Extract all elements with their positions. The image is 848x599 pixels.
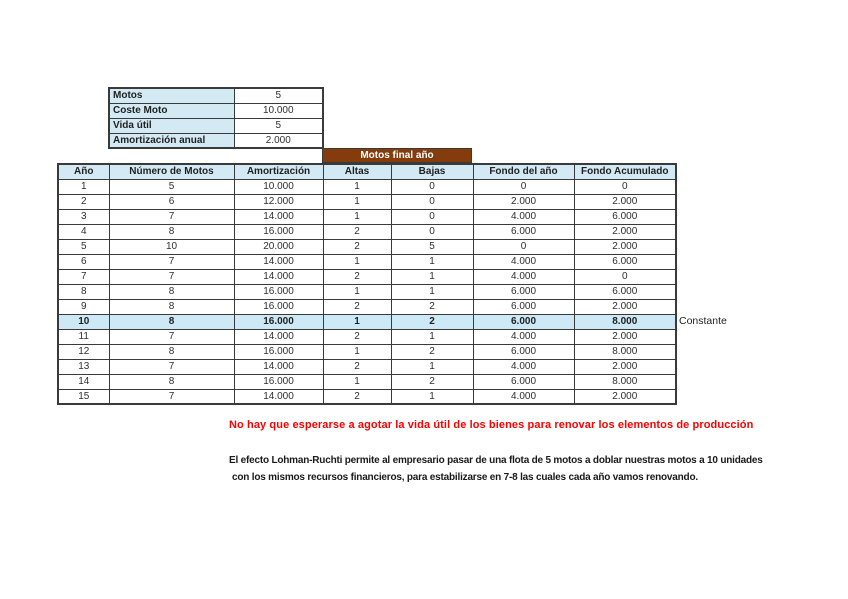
column-header: Bajas (391, 164, 473, 179)
table-cell: 1 (323, 254, 391, 269)
table-cell: 16.000 (234, 314, 323, 329)
table-cell: 16.000 (234, 374, 323, 389)
table-cell: 1 (391, 269, 473, 284)
table-cell: 8.000 (574, 374, 676, 389)
table-cell: 8.000 (574, 344, 676, 359)
table-row (58, 284, 676, 299)
table-cell: 0 (391, 209, 473, 224)
column-header: Altas (323, 164, 391, 179)
param-row (109, 133, 323, 148)
table-cell: 0 (391, 194, 473, 209)
column-header: Número de Motos (109, 164, 234, 179)
table-cell: 4.000 (473, 389, 574, 404)
param-label: Vida útil (109, 118, 234, 133)
table-cell: 2 (58, 194, 109, 209)
table-cell: 4 (58, 224, 109, 239)
table-cell: 16.000 (234, 344, 323, 359)
table-cell: 15 (58, 389, 109, 404)
table-cell: 2.000 (574, 359, 676, 374)
param-row (109, 118, 323, 133)
table-cell: 12.000 (234, 194, 323, 209)
table-cell: 7 (109, 269, 234, 284)
table-cell: 6.000 (473, 284, 574, 299)
table-cell: 2 (323, 359, 391, 374)
table-cell: 0 (473, 239, 574, 254)
table-cell: 6.000 (473, 374, 574, 389)
table-cell: 0 (391, 179, 473, 194)
table-cell: 7 (58, 269, 109, 284)
table-cell: 4.000 (473, 254, 574, 269)
table-cell: 14 (58, 374, 109, 389)
table-cell: 14.000 (234, 209, 323, 224)
table-cell: 2 (323, 239, 391, 254)
table-cell: 13 (58, 359, 109, 374)
table-cell: 7 (109, 359, 234, 374)
constante-annotation: Constante (679, 315, 727, 327)
table-cell: 2 (391, 299, 473, 314)
table-cell: 4.000 (473, 359, 574, 374)
table-cell: 14.000 (234, 389, 323, 404)
table-cell: 2.000 (574, 239, 676, 254)
explanation-line-2: con los mismos recursos financieros, para estabilizarse en 7-8 las cuales cada año vamos renovando. (232, 471, 698, 483)
table-cell: 1 (391, 359, 473, 374)
param-value: 10.000 (234, 103, 323, 118)
table-row (58, 359, 676, 374)
table-row (58, 389, 676, 404)
table-cell: 8.000 (574, 314, 676, 329)
table-cell: 14.000 (234, 359, 323, 374)
table-cell: 7 (109, 254, 234, 269)
table-cell: 10 (58, 314, 109, 329)
table-cell: 1 (323, 179, 391, 194)
table-cell: 2.000 (574, 194, 676, 209)
table-cell: 1 (391, 389, 473, 404)
table-cell: 5 (109, 179, 234, 194)
table-cell: 5 (391, 239, 473, 254)
table-cell: 8 (109, 299, 234, 314)
table-cell: 10 (109, 239, 234, 254)
table-cell: 0 (391, 224, 473, 239)
table-cell: 2.000 (574, 389, 676, 404)
table-cell: 6 (109, 194, 234, 209)
main-table-header-row (58, 164, 676, 179)
table-cell: 1 (391, 284, 473, 299)
table-cell: 9 (58, 299, 109, 314)
explanation-note (229, 453, 763, 486)
table-cell: 6.000 (473, 299, 574, 314)
param-value: 5 (234, 118, 323, 133)
table-cell: 2 (323, 329, 391, 344)
table-cell: 6.000 (473, 344, 574, 359)
table-cell: 1 (323, 344, 391, 359)
table-cell: 10.000 (234, 179, 323, 194)
group-header-motos-final-ano: Motos final año (322, 148, 472, 163)
table-cell: 2.000 (574, 329, 676, 344)
table-cell: 8 (109, 284, 234, 299)
table-cell: 8 (58, 284, 109, 299)
table-row (58, 374, 676, 389)
params-table (108, 87, 324, 149)
table-cell: 14.000 (234, 254, 323, 269)
table-cell: 1 (391, 254, 473, 269)
table-cell: 7 (109, 329, 234, 344)
table-cell: 14.000 (234, 329, 323, 344)
table-cell: 4.000 (473, 329, 574, 344)
table-row (58, 254, 676, 269)
column-header: Amortización (234, 164, 323, 179)
table-cell: 16.000 (234, 299, 323, 314)
amortization-table (57, 163, 677, 405)
table-cell: 1 (323, 284, 391, 299)
table-cell: 2 (323, 269, 391, 284)
table-cell: 6 (58, 254, 109, 269)
table-cell: 3 (58, 209, 109, 224)
table-cell: 2 (323, 224, 391, 239)
table-cell: 1 (58, 179, 109, 194)
warning-note: No hay que esperarse a agotar la vida útil de los bienes para renovar los elementos de producción (229, 419, 754, 431)
table-cell: 2.000 (574, 299, 676, 314)
table-row (58, 239, 676, 254)
param-row (109, 103, 323, 118)
table-row (58, 314, 676, 329)
table-cell: 2 (323, 299, 391, 314)
table-cell: 7 (109, 209, 234, 224)
explanation-line-1: El efecto Lohman-Ruchti permite al empresario pasar de una flota de 5 motos a doblar nuestras motos a 10 unidades (229, 455, 763, 466)
param-label: Coste Moto (109, 103, 234, 118)
table-cell: 8 (109, 314, 234, 329)
param-label: Amortización anual (109, 133, 234, 148)
table-cell: 2 (323, 389, 391, 404)
table-cell: 6.000 (473, 224, 574, 239)
table-cell: 2.000 (473, 194, 574, 209)
param-label: Motos (109, 88, 234, 103)
column-header: Fondo del año (473, 164, 574, 179)
table-cell: 5 (58, 239, 109, 254)
table-cell: 2 (391, 374, 473, 389)
table-row (58, 329, 676, 344)
table-cell: 12 (58, 344, 109, 359)
table-cell: 8 (109, 224, 234, 239)
table-cell: 2.000 (574, 224, 676, 239)
table-cell: 6.000 (574, 254, 676, 269)
table-row (58, 299, 676, 314)
table-cell: 8 (109, 374, 234, 389)
param-value: 2.000 (234, 133, 323, 148)
table-row (58, 224, 676, 239)
table-row (58, 194, 676, 209)
main-table-body (58, 179, 676, 404)
params-table-body (109, 88, 323, 148)
table-row (58, 344, 676, 359)
table-cell: 4.000 (473, 209, 574, 224)
table-cell: 6.000 (574, 284, 676, 299)
column-header: Año (58, 164, 109, 179)
table-row (58, 269, 676, 284)
table-cell: 0 (473, 179, 574, 194)
table-cell: 8 (109, 344, 234, 359)
table-cell: 1 (323, 194, 391, 209)
table-cell: 7 (109, 389, 234, 404)
table-cell: 6.000 (574, 209, 676, 224)
column-header: Fondo Acumulado (574, 164, 676, 179)
param-value: 5 (234, 88, 323, 103)
table-cell: 6.000 (473, 314, 574, 329)
table-cell: 4.000 (473, 269, 574, 284)
param-row (109, 88, 323, 103)
table-cell: 14.000 (234, 269, 323, 284)
table-cell: 1 (323, 209, 391, 224)
table-cell: 2 (391, 344, 473, 359)
table-row (58, 209, 676, 224)
table-cell: 16.000 (234, 284, 323, 299)
table-cell: 20.000 (234, 239, 323, 254)
table-row (58, 179, 676, 194)
table-cell: 11 (58, 329, 109, 344)
table-cell: 1 (323, 314, 391, 329)
table-cell: 2 (391, 314, 473, 329)
table-cell: 16.000 (234, 224, 323, 239)
table-cell: 1 (323, 374, 391, 389)
table-cell: 0 (574, 179, 676, 194)
table-cell: 1 (391, 329, 473, 344)
table-cell: 0 (574, 269, 676, 284)
